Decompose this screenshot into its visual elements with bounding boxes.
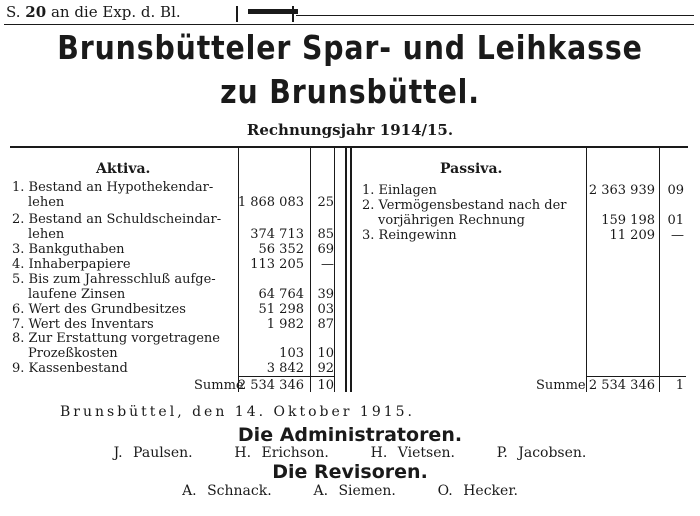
aktiva-label: 7. Wert des Inventars	[12, 317, 154, 332]
aktiva-cents: 39	[317, 287, 334, 302]
aktiva-amount: 374 713	[250, 227, 304, 242]
header-divider-left	[236, 6, 238, 22]
aktiva-amount: 1 982	[266, 317, 304, 332]
aktiva-col-divider-2	[310, 148, 311, 392]
header-divider-right	[292, 6, 294, 22]
passiva-amount: 159 198	[601, 213, 655, 228]
aktiva-cents: 69	[317, 242, 334, 257]
aktiva-label: 5. Bis zum Jahresschluß aufge-	[12, 272, 216, 287]
page-title-line2: zu Brunsbüttel.	[220, 72, 480, 111]
passiva-sum-rule	[586, 376, 686, 377]
aktiva-label-cont: lehen	[28, 195, 65, 210]
passiva-label-cont: vorjährigen Rechnung	[378, 213, 526, 228]
aktiva-label: 6. Wert des Grundbesitzes	[12, 302, 186, 317]
ref-text: an die Exp. d. Bl.	[50, 3, 181, 21]
aktiva-label-cont: laufene Zinsen	[28, 287, 126, 302]
header-underline	[296, 15, 694, 16]
fiscal-year: Rechnungsjahr 1914/15.	[246, 121, 454, 139]
passiva-sum-cents: 1	[675, 378, 684, 393]
aktiva-label: 3. Bankguthaben	[12, 242, 125, 257]
passiva-sum-amount: 2 534 346	[588, 378, 655, 393]
center-double-rule-a	[345, 148, 347, 392]
aktiva-heading: Aktiva.	[96, 161, 151, 177]
aktiva-cents: 10	[317, 346, 334, 361]
aktiva-cents: 92	[317, 361, 334, 376]
aktiva-amount: 113 205	[250, 257, 304, 272]
reference-line	[6, 3, 181, 21]
aktiva-label: 8. Zur Erstattung vorgetragene	[12, 331, 220, 346]
administrators-heading: Die Administratoren.	[237, 424, 463, 446]
passiva-sum-label: Summe	[536, 378, 586, 393]
auditors-heading: Die Revisoren.	[272, 461, 428, 483]
passiva-amount: 11 209	[609, 228, 655, 243]
aktiva-label: 2. Bestand an Schuldscheindar-	[12, 212, 222, 227]
passiva-label: 3. Reingewinn	[362, 228, 457, 243]
header-bottom-rule	[4, 24, 694, 25]
aktiva-amount: 1 868 083	[237, 195, 304, 210]
aktiva-amount: 51 298	[258, 302, 304, 317]
passiva-heading: Passiva.	[440, 161, 503, 177]
passiva-cents: —	[671, 228, 684, 243]
ref-prefix: S.	[6, 3, 21, 21]
aktiva-cents: 03	[317, 302, 334, 317]
center-double-rule-b	[350, 148, 352, 392]
passiva-cents: 09	[667, 183, 684, 198]
ref-number: 20	[25, 3, 47, 21]
aktiva-amount: 64 764	[258, 287, 304, 302]
aktiva-cents: 85	[317, 227, 334, 242]
aktiva-label-cont: lehen	[28, 227, 65, 242]
administrators-names: J. Paulsen. H. Erichson. H. Vietsen. P. Jacobsen.	[113, 445, 587, 461]
aktiva-label: 4. Inhaberpapiere	[12, 257, 131, 272]
page-title-line1: Brunsbütteler Spar- und Leihkasse	[57, 28, 643, 67]
aktiva-sum-rule	[238, 376, 334, 377]
aktiva-amount: 3 842	[266, 361, 304, 376]
aktiva-cents: —	[321, 257, 334, 272]
passiva-cents: 01	[667, 213, 684, 228]
header-marker-bar	[248, 9, 298, 14]
aktiva-cents: 25	[317, 195, 334, 210]
passiva-label: 1. Einlagen	[362, 183, 437, 198]
aktiva-sum-cents: 10	[317, 378, 334, 393]
aktiva-sum-amount: 2 534 346	[237, 378, 304, 393]
aktiva-amount: 103	[279, 346, 304, 361]
aktiva-amount: 56 352	[258, 242, 304, 257]
aktiva-label: 9. Kassenbestand	[12, 361, 128, 376]
aktiva-sum-label: Summe	[194, 378, 244, 393]
passiva-col-divider-2	[659, 148, 660, 392]
aktiva-label-cont: Prozeßkosten	[28, 346, 118, 361]
aktiva-label: 1. Bestand an Hypothekendar-	[12, 180, 214, 195]
passiva-label: 2. Vermögensbestand nach der	[362, 198, 567, 213]
aktiva-col-divider-3	[334, 148, 335, 392]
passiva-amount: 2 363 939	[588, 183, 655, 198]
aktiva-cents: 87	[317, 317, 334, 332]
auditors-names: A. Schnack. A. Siemen. O. Hecker.	[182, 483, 518, 499]
place-and-date: Brunsbüttel, den 14. Oktober 1915.	[60, 404, 416, 420]
